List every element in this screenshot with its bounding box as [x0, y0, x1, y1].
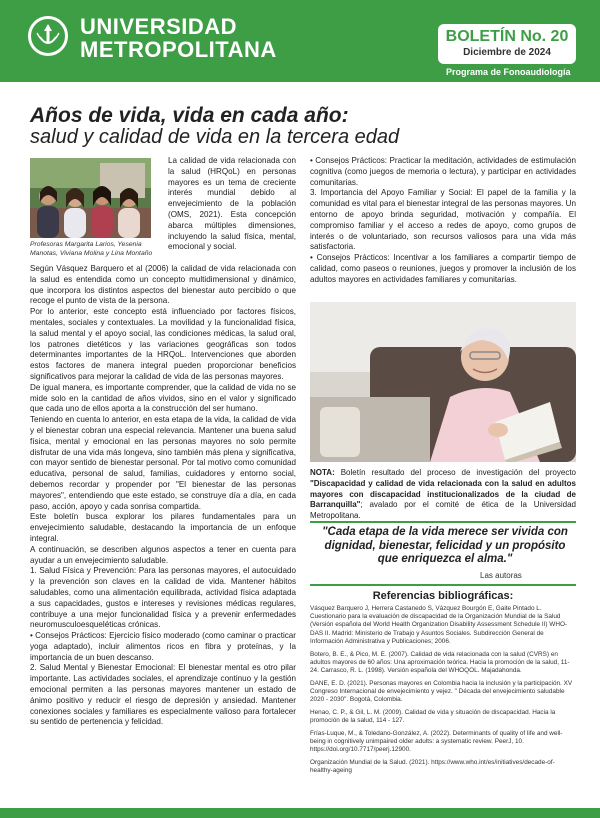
elderly-reading-photo	[310, 302, 576, 462]
research-note	[310, 468, 576, 522]
paragraph: De igual manera, es importante comprender, que la calidad de vida no se mide solo en la cantidad de años vividos, sino en el valor y significado que cada uno de ellos aporta a la construcción del ser humano.	[30, 382, 296, 414]
reference-item: Frías-Luque, M., & Toledano-González, A. (2022). Determinants of quality of life and well-being in cognitively unimpaired older adults: a systematic review. PeerJ, 10. https://doi.org/10.7717/peerj.12900.	[310, 729, 563, 754]
paragraph: Según Vásquez Barquero et al (2006) la calidad de vida relacionada con la salud es entendida como un concepto multidimensional y dinámico, que incorpora los distintos aspectos del bienestar auto percibido o que recoge el punto de vista de la persona.	[30, 264, 296, 306]
university-name	[80, 15, 277, 61]
reference-item: Henao, C. P., & Gil, L. M. (2009). Calidad de vida y situación de discapacidad. Hacia la promoción de la salud, 114 - 127.	[310, 708, 556, 724]
paragraph: • Consejos Prácticos: Practicar la meditación, actividades de estimulación cognitiva (como juegos de memoria o lectura), y participar en actividades comunitarias.	[310, 156, 576, 187]
bulletin-date: Diciembre de 2024	[463, 47, 551, 58]
references-list	[310, 605, 576, 780]
university-line1: UNIVERSIDAD	[80, 14, 238, 39]
pull-quote: "Cada etapa de la vida merece ser vivida con dignidad, bienestar, felicidad y un propósito que enriquezca el alma."	[322, 526, 568, 565]
note-project-title: "Discapacidad y calidad de vida relacionada con la salud en adultos mayores con discapacidad institucionalizados de la ciudad de Barranquilla"	[310, 478, 576, 510]
bulletin-number: BOLETÍN No. 20	[445, 28, 569, 45]
note-end: ; avalado por el comité de ética de la Universidad Metropolitana.	[310, 500, 576, 521]
paragraph: Este boletín busca explorar los pilares fundamentales para un envejecimiento saludable, destacando la importancia de un enfoque integral.	[30, 512, 296, 543]
reference-item: Vásquez Barquero J, Herrera Castanedo S, Vázquez Bourgón E, Gaite Pintado L. Cuestionario para la evaluación de discapacidad de la Organización Mundial de la Salud (Versión española del World Health Organization Disability Assessment Schedule II) WHO-DAS II. Madrid: Ministerio de Trabajo y Asuntos Sociales. Subdirección General de Información Administrativa y Publicaciones; 2006.	[310, 605, 568, 645]
note-label: NOTA:	[310, 468, 335, 477]
intro-text: La calidad de vida relacionada con la salud (HRQoL) en personas mayores es un tema de creciente interés mundial debido al envejecimiento de la población (OMS, 2021). Esta concepción abarca múltiples dimensiones, incluyendo la salud física, mental, emocional y social.	[168, 156, 296, 252]
footer-bar	[0, 808, 600, 818]
paragraph: 2. Salud Mental y Bienestar Emocional: El bienestar mental es otro pilar importante. Las actividades sociales, el aprendizaje continuo y la gestión emocional permiten a las personas mayores mantener un estado de ánimo positivo y reducir el riesgo de depresión y ansiedad. Mantener conexiones sociales y familiares es especialmente valioso para fortalecer su sentido de pertenencia y felicidad.	[30, 663, 296, 727]
reference-item: Botero, B. E., & Pico, M. E. (2007). Calidad de vida relacionada con la salud (CVRS) en adultos mayores de 60 años: Una aproximación teórica. Hacia la promoción de la salud, 11- 24. Carrasco, R. L. (1998). Versión española del WHOQOL. Majadahonda.	[310, 650, 570, 674]
professors-photo	[30, 158, 151, 238]
photo-caption: Profesoras Margarita Larios, Yesenia Manotas, Viviana Molina y Lina Montaño	[30, 241, 153, 257]
reference-item: DANE, E. D. (2021). Personas mayores en Colombia hacia la inclusión y la participación. XV Congreso Internacional de envejecimiento y vejez. " Década del envejecimiento saludable 2020 - 2030". Bogotá, Colombia.	[310, 679, 573, 704]
paragraph: A continuación, se describen algunos aspectos a tener en cuenta para ayudar a un envejecimiento saludable.	[30, 544, 296, 565]
paragraph: • Consejos Prácticos: Ejercicio físico moderado (como caminar o practicar yoga adaptado), incluir alimentos ricos en fibra y proteínas, y la importancia de un buen descanso.	[30, 631, 296, 662]
program-name: Programa de Fonoaudiología	[446, 67, 571, 77]
article-title: Años de vida, vida en cada año:	[30, 104, 349, 127]
paragraph: 3. Importancia del Apoyo Familiar y Social: El papel de la familia y la comunidad es vital para el bienestar integral de las personas mayores. Un entorno de apoyo brinda seguridad, motivación y compañía. El compromiso familiar y el acceso a redes de apoyo, como grupos de interés o de voluntariado, son recursos valiosos para una vida más satisfactoria.	[310, 188, 576, 252]
paragraph: Por lo anterior, este concepto está influenciado por factores físicos, mentales, sociales y contextuales. La movilidad y la funcionalidad física, la salud mental y el apoyo social, las condiciones médicas, la salud oral, los patrones dietéticos y las variaciones geográficas son todos determinantes importantes de la HRQoL. Intervenciones que aborden estos factores de manera integral pueden proporcionar beneficios significativos para mejorar la calidad de vida de las personas mayores.	[30, 307, 296, 381]
quote-divider-bottom	[310, 584, 576, 586]
lamp-icon	[31, 19, 65, 53]
article-subtitle: salud y calidad de vida en la tercera edad	[30, 126, 400, 148]
paragraph: Teniendo en cuenta lo anterior, en esta etapa de la vida, la calidad de vida y el bienestar cobran una especial relevancia. Mantener una buena salud física, mental y emocional en las personas mayores no solo permite disfrutar de una vida más longeva, sino también más plena y significativa, con mayor sentido de bienestar personal. Por tal motivo como comunidad educativa, personal de salud, familias, cuidadores y entorno social, debemos recordar y propender por "El bienestar de las personas mayores", entendiendo que este estado, se construye día a día, en cada paso, acción, apoyo y cada sonrisa compartida.	[30, 415, 296, 511]
paragraph: 1. Salud Física y Prevención: Para las personas mayores, el autocuidado y la prevención son claves en la calidad de vida. Mantener hábitos saludables, como una alimentación equilibrada, actividad física adaptada a sus capacidades, gustos e intereses y revisiones médicas regulares, contribuye a una mejor funcionalidad física y a prevenir enfermedades neuromusculoesqueléticas crónicas.	[30, 566, 296, 630]
intro-paragraph	[168, 156, 296, 253]
quote-divider-top	[310, 521, 576, 523]
quote-author: Las autoras	[480, 571, 522, 580]
right-column	[310, 156, 576, 286]
university-line2: METROPOLITANA	[80, 37, 277, 62]
left-column	[30, 264, 296, 728]
university-logo	[28, 16, 68, 56]
reference-item: Organización Mundial de la Salud. (2021). https://www.who.int/es/initiatives/decade-of-healthy-ageing	[310, 758, 555, 774]
references-title: Referencias bibliográficas:	[372, 590, 514, 602]
header-banner	[0, 0, 600, 82]
note-text: Boletín resultado del proceso de investigación del proyecto	[334, 468, 576, 477]
bulletin-badge	[438, 24, 576, 64]
paragraph: • Consejos Prácticos: Incentivar a los familiares a compartir tiempo de calidad, como paseos o reuniones, juegos y promover la inclusión de los adultos mayores en actividades familiares y comunitarias.	[310, 253, 576, 284]
